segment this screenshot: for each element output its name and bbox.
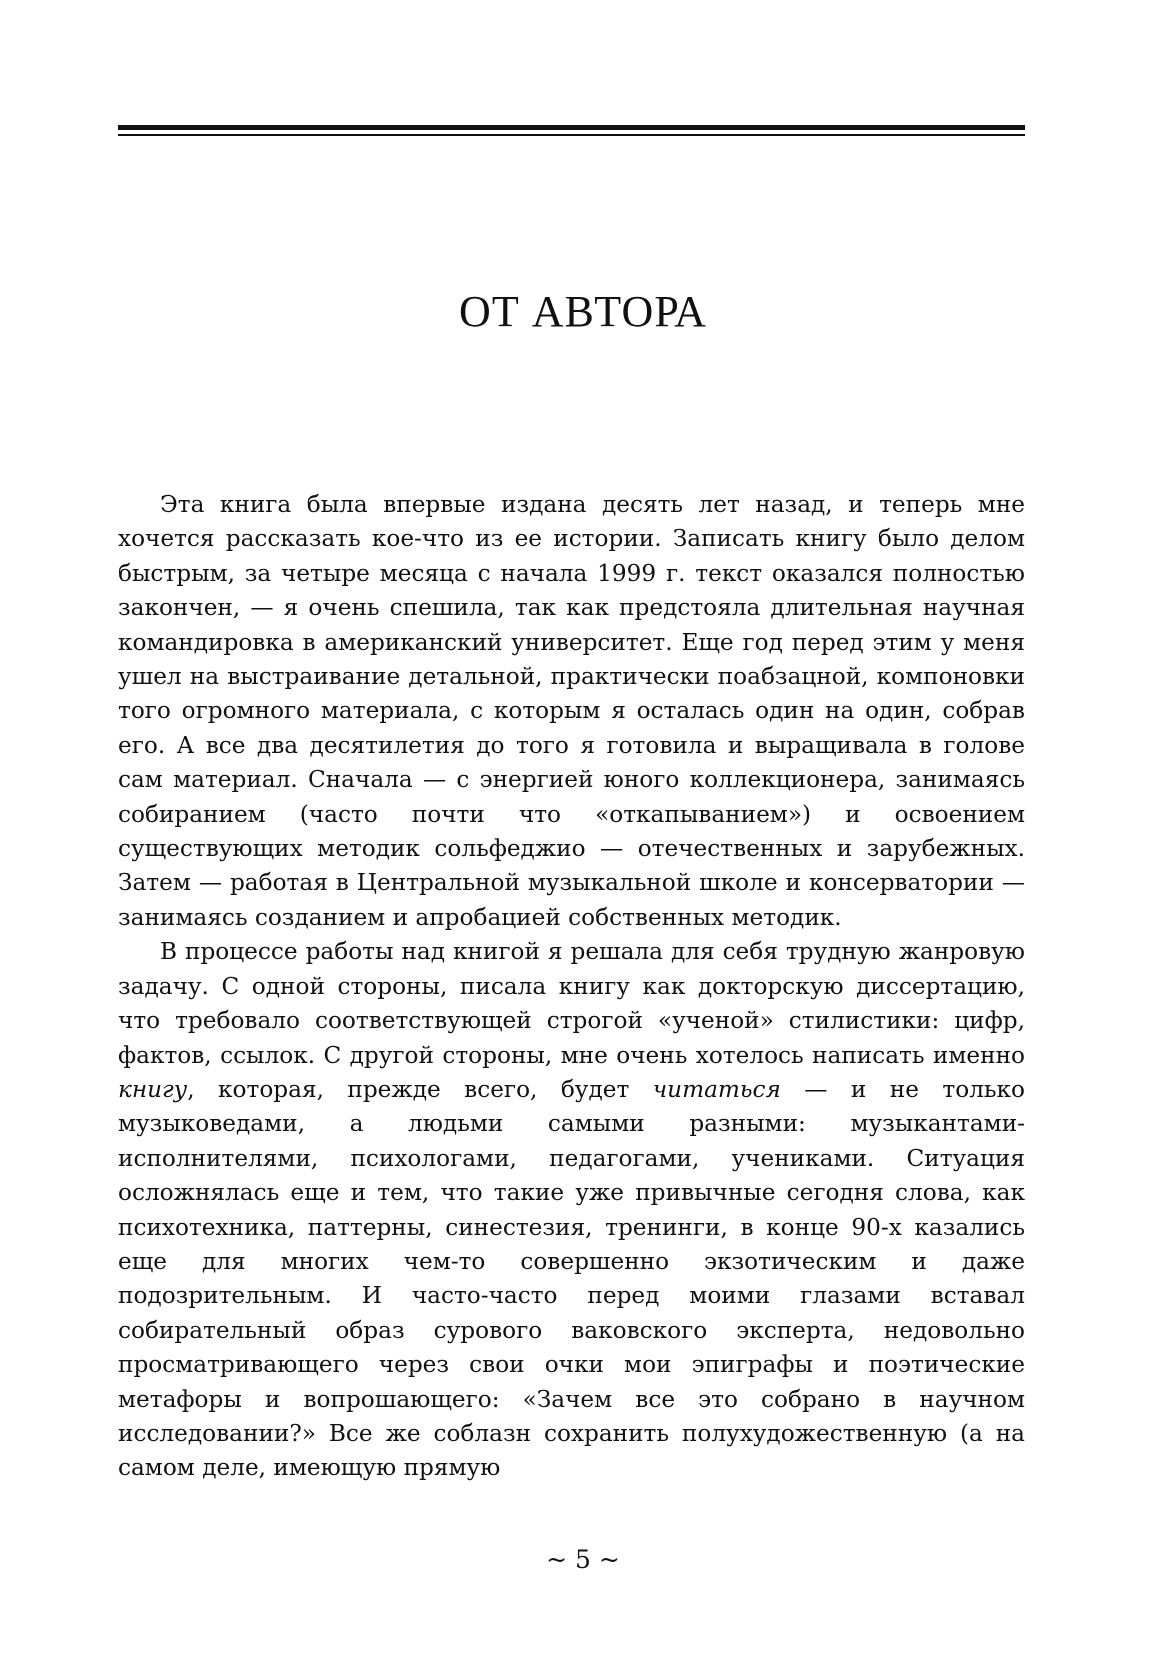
- paragraph-2-text-a: В процессе работы над книгой я решала для себя трудную жанровую задачу. С одной стороны, писала книгу как докторскую диссертацию, что требовало соответствующей строгой «ученой» стилистики: цифр, фактов, ссылок. С другой стороны, мне очень хотелось написать именно: [118, 938, 1025, 1069]
- top-rule-thick: [118, 125, 1025, 130]
- paragraph-2-text-c: — и не только музыковедами, а людьми самыми разными: музыкантами-исполнителями, психологами, педагогами, учениками. Ситуация осложнялась еще и тем, что такие уже привычные сегодня слова, как психотехника, паттерны, синестезия, тренинги, в конце 90-х казались еще для многих чем-то совершенно экзотическим и даже подозрительным. И часто-часто перед моими глазами вставал собирательный образ сурового ваковского эксперта, недовольно просматривающего через свои очки мои эпиграфы и поэтические метафоры и вопрошающего: «Зачем все это собрано в научном исследовании?» Все же соблазн сохранить полухудожественную (а на самом деле, имеющую прямую: [118, 1075, 1025, 1482]
- top-rule-thin: [118, 134, 1025, 136]
- body-text: [118, 488, 1025, 1486]
- paragraph-2-text-b: , которая, прежде всего, будет: [187, 1075, 653, 1103]
- paragraph-1-text: Эта книга была впервые издана десять лет назад, и теперь мне хочется рассказать кое-что из ее истории. Записать книгу было делом быстрым, за четыре месяца с начала 1999 г. текст оказался полностью закончен, — я очень спешила, так как предстояла длительная научная командировка в американский университет. Еще год перед этим у меня ушел на выстраивание детальной, практически поабзацной, компоновки того огромного материала, с которым я осталась один на один, собрав его. А все два десятилетия до того я готовила и выращивала в голове сам материал. Сначала — с энергией юного коллекционера, занимаясь собиранием (часто почти что «откапыванием») и освоением существующих методик сольфеджио — отечественных и зарубежных. Затем — работая в Центральной музыкальной школе и консерватории — занимаясь созданием и апробацией собственных методик.: [118, 491, 1025, 931]
- page-number: ~ 5 ~: [546, 1545, 620, 1574]
- paragraph-1: [118, 488, 1025, 935]
- emphasis-knigu: книгу: [118, 1075, 188, 1103]
- emphasis-chitatsya: читаться: [652, 1075, 781, 1103]
- page-title: ОТ АВТОРА: [459, 287, 707, 336]
- paragraph-2: [118, 935, 1025, 1486]
